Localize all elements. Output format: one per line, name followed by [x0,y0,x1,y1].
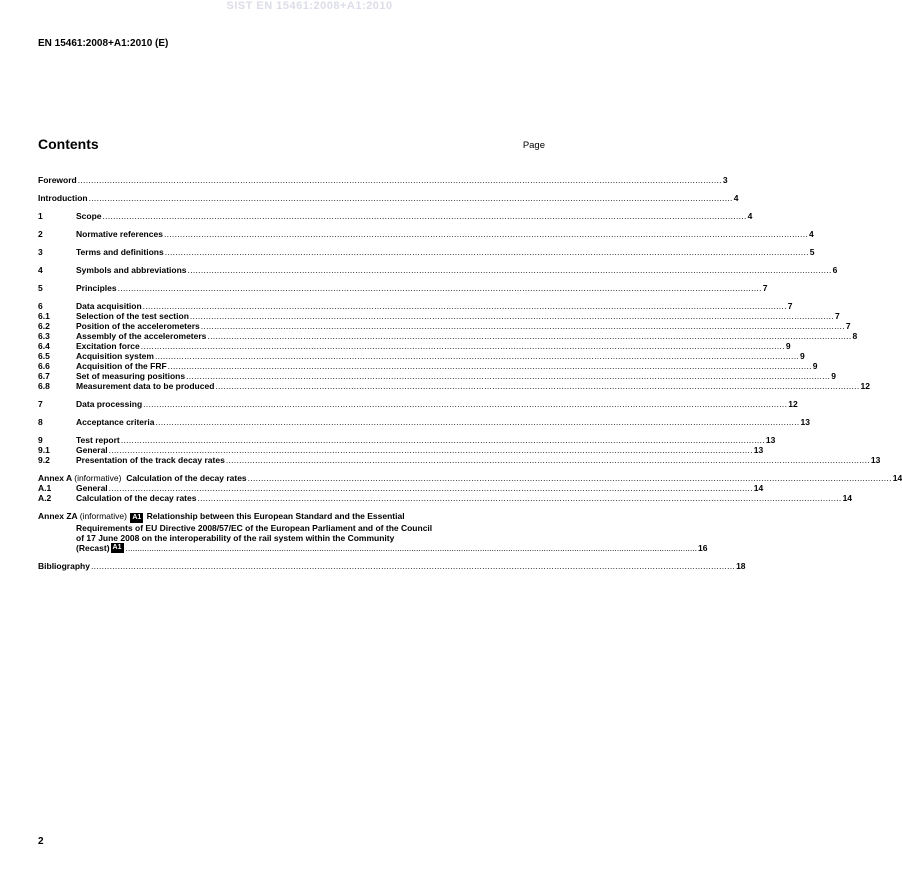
toc-leader [78,175,722,185]
toc-number: 1 [38,211,43,221]
toc-title: Bibliography [38,561,90,571]
toc-page: 7 [762,283,768,293]
annex-title-line-1: Relationship between this European Standard and the Essential [146,511,405,521]
toc-leader [155,417,799,427]
toc-number: 6.1 [38,311,50,321]
toc-page: 7 [845,321,851,331]
annex-za-line-1 [38,511,707,523]
toc-leader [155,351,799,361]
toc-page: 9 [800,351,805,361]
toc-number: 6.4 [38,341,50,351]
toc-page: 14 [753,483,764,493]
toc-page: 13 [800,417,811,427]
toc-title: Assembly of the accelerometers [76,331,207,341]
toc-leader [164,229,808,239]
toc-entry-bibliography[interactable] [38,561,746,571]
toc-leader [121,435,765,445]
toc-leader [126,543,698,553]
toc-entry-annex-za[interactable] [38,511,708,553]
toc-entry-6-4[interactable] [38,341,791,351]
table-of-contents [38,175,902,571]
toc-title: Normative references [76,229,163,239]
toc-number: A.2 [38,493,52,503]
toc-entry-6-8[interactable] [38,381,870,391]
toc-title: Acceptance criteria [76,417,155,427]
toc-title: Calculation of the decay rates [76,493,197,503]
toc-title: Test report [76,435,120,445]
toc-leader [103,211,747,221]
toc-entry-9-1[interactable] [38,445,764,455]
annex-label: Annex ZA [38,511,78,521]
toc-page: 7 [787,301,793,311]
toc-page: 3 [722,175,728,185]
toc-page: 9 [831,371,836,381]
toc-title: Presentation of the track decay rates [76,455,225,465]
toc-leader [226,455,870,465]
toc-number: 6.7 [38,371,50,381]
annex-type: (informative) [79,511,127,521]
toc-number: 9.2 [38,455,50,465]
toc-number: 3 [38,247,43,257]
toc-page: 4 [747,211,753,221]
toc-leader [141,341,785,351]
toc-entry-1[interactable] [38,211,753,221]
toc-number: 6.2 [38,321,50,331]
toc-page: 7 [835,311,840,321]
annex-za-last-line [38,543,707,553]
toc-entry-6-2[interactable] [38,321,851,331]
toc-title: General [76,445,108,455]
toc-leader [190,311,834,321]
toc-number: 7 [38,399,43,409]
toc-leader [109,445,753,455]
toc-number: 2 [38,229,43,239]
toc-entry-6-3[interactable] [38,331,858,341]
toc-leader [201,321,845,331]
toc-number: 6.6 [38,361,50,371]
toc-entry-9[interactable] [38,435,776,445]
toc-number: 6.8 [38,381,50,391]
toc-entry-6-1[interactable] [38,311,840,321]
toc-leader [215,381,859,391]
toc-number: 6.5 [38,351,50,361]
toc-leader [188,265,832,275]
annex-title: Calculation of the decay rates [126,473,247,483]
toc-leader [207,331,851,341]
toc-title: Foreword [38,175,77,185]
toc-entry-3[interactable] [38,247,815,257]
toc-leader [91,561,735,571]
toc-page: 12 [788,399,798,409]
amendment-start-icon: A1 [132,514,142,521]
page-number: 2 [38,836,44,847]
toc-leader [248,473,892,483]
annex-title-line-4: (Recast) [76,543,110,553]
document-id: EN 15461:2008+A1:2010 (E) [38,38,169,49]
toc-page: 16 [698,543,708,553]
toc-entry-6-7[interactable] [38,371,836,381]
toc-entry-a-1[interactable] [38,483,764,493]
toc-number: 6 [38,301,43,311]
toc-entry-introduction[interactable] [38,193,739,203]
toc-page: 4 [733,193,739,203]
toc-entry-8[interactable] [38,417,811,427]
toc-title: Set of measuring positions [76,371,186,381]
amendment-end-icon: A1 [112,544,122,551]
toc-leader [118,283,762,293]
toc-entry-6-6[interactable] [38,361,818,371]
toc-title: Acquisition of the FRF [76,361,167,371]
toc-entry-6-5[interactable] [38,351,805,361]
toc-number: 8 [38,417,43,427]
toc-number: 9.1 [38,445,50,455]
toc-page: 4 [809,229,814,239]
toc-title: Excitation force [76,341,140,351]
toc-page: 12 [860,381,870,391]
toc-entry-a-2[interactable] [38,493,853,503]
toc-title: Data processing [76,399,143,409]
toc-title: Measurement data to be produced [76,381,215,391]
toc-entry-5[interactable] [38,283,768,293]
toc-page: 13 [753,445,764,455]
toc-leader [143,301,787,311]
toc-leader [197,493,841,503]
toc-title [38,473,247,483]
toc-leader [168,361,812,371]
toc-title: Introduction [38,193,88,203]
toc-number: A.1 [38,483,52,493]
toc-leader [143,399,787,409]
toc-number: 9 [38,435,43,445]
toc-entry-annex-a[interactable] [38,473,902,483]
toc-entry-foreword[interactable] [38,175,728,185]
toc-number: 6.3 [38,331,50,341]
annex-title-line-3: of 17 June 2008 on the interoperability of the rail system within the Community [76,533,395,543]
toc-title: Terms and definitions [76,247,164,257]
toc-title: Selection of the test section [76,311,189,321]
toc-page: 5 [809,247,815,257]
toc-page: 14 [892,473,902,483]
toc-title: Position of the accelerometers [76,321,200,331]
toc-number: 5 [38,283,43,293]
toc-entry-7[interactable] [38,399,798,409]
watermark: SIST EN 15461:2008+A1:2010 [226,0,393,12]
toc-page: 9 [812,361,818,371]
toc-page: 13 [765,435,776,445]
toc-title: Principles [76,283,117,293]
toc-entry-6[interactable] [38,301,793,311]
toc-page: 6 [832,265,838,275]
toc-entry-2[interactable] [38,229,814,239]
toc-leader [109,483,753,493]
toc-title: General [76,483,108,493]
toc-page: 18 [736,561,746,571]
toc-title: Scope [76,211,102,221]
toc-page: 8 [852,331,858,341]
toc-leader [89,193,733,203]
page-column-label: Page [522,140,545,151]
toc-entry-9-2[interactable] [38,455,881,465]
toc-page: 13 [870,455,881,465]
annex-label: Annex A [38,473,72,483]
page-title: Contents [38,136,99,152]
toc-title: Data acquisition [76,301,142,311]
toc-leader [165,247,809,257]
toc-title: Acquisition system [76,351,154,361]
toc-page: 9 [785,341,791,351]
annex-title-line-2: Requirements of EU Directive 2008/57/EC of the European Parliament and of the Council [76,523,433,533]
toc-number: 4 [38,265,43,275]
toc-page: 14 [842,493,853,503]
toc-entry-4[interactable] [38,265,838,275]
toc-leader [186,371,830,381]
annex-type: (informative) [74,473,122,483]
toc-title: Symbols and abbreviations [76,265,187,275]
